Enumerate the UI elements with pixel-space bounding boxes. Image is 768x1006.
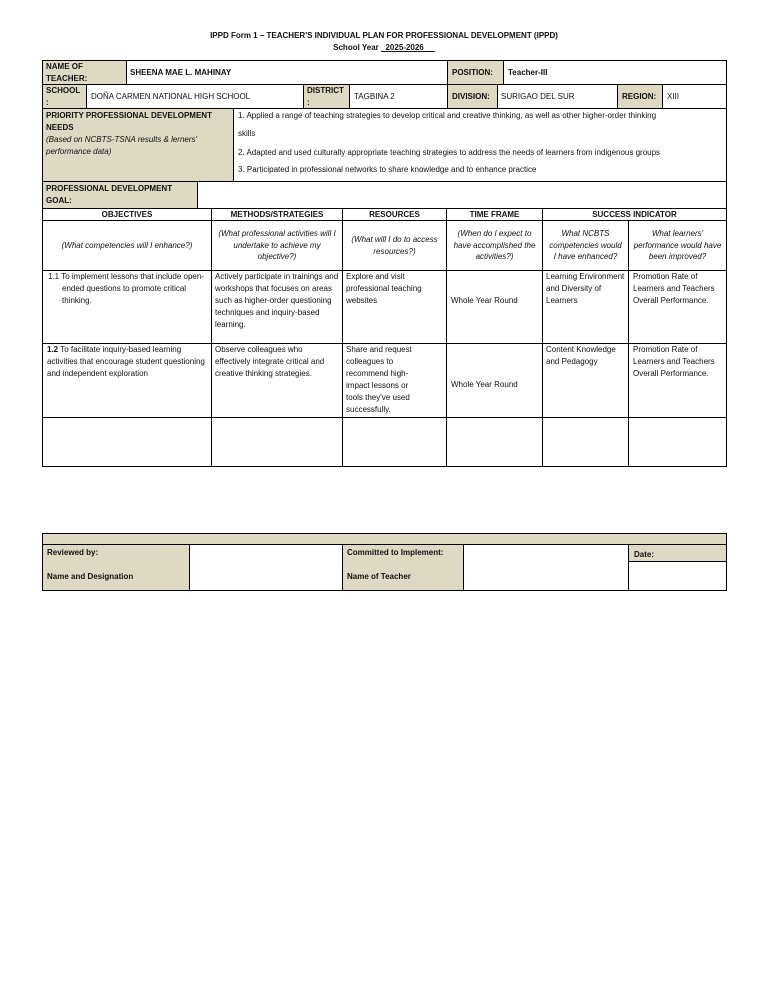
table-row-1-learners: Promotion Rate of Learners and Teachers Overall Performance. <box>633 272 715 305</box>
need-1b: skills <box>238 129 256 138</box>
table-row-1-learners-cell <box>629 271 726 344</box>
header-resources: RESOURCES <box>343 209 447 221</box>
teacher-name: SHEENA MAE L. MAHINAY <box>130 68 232 77</box>
table-row-3-resource <box>343 418 447 466</box>
table-row-1-method-cell <box>212 271 343 344</box>
header-objectives: OBJECTIVES <box>43 209 212 221</box>
school-year-label: School Year <box>333 43 379 52</box>
priority-note-2: performance data) <box>46 147 112 156</box>
name-designation-label: Name and Designation <box>47 572 134 581</box>
table-row-1-time-cell <box>447 271 543 344</box>
subheader-ncbts: What NCBTS competencies would I have enhanced? <box>543 221 629 271</box>
table-row-1-ncbts: Learning Environment and Diversity of Learners <box>546 272 625 305</box>
division-label: DIVISION: <box>452 92 490 101</box>
committed-value-cell <box>464 545 629 590</box>
name-teacher-label: Name of Teacher <box>347 572 411 581</box>
position-value: Teacher-III <box>508 68 548 77</box>
header-methods: METHODS/STRATEGIES <box>212 209 343 221</box>
school-value: DOÑA CARMEN NATIONAL HIGH SCHOOL <box>91 92 251 101</box>
table-row-2-method-cell <box>212 344 343 418</box>
region-label: REGION: <box>622 92 657 101</box>
table-row-3-objective <box>43 418 212 466</box>
table-row-2-resource: Share and request colleagues to recommend high-impact lessons or tools they've used successfully. <box>346 345 412 414</box>
form-title: IPPD Form 1 – TEACHER'S INDIVIDUAL PLAN FOR PROFESSIONAL DEVELOPMENT (IPPD) <box>210 31 558 40</box>
row-2-objective-text: To facilitate inquiry-based learning activities that encourage student questioning and independent exploration <box>47 345 205 378</box>
table-row-2-time-cell <box>447 344 543 418</box>
division-value: SURIGAO DEL SUR <box>501 92 575 101</box>
priority-label-2: NEEDS <box>46 123 74 132</box>
district-label-1: DISTRICT <box>307 86 344 95</box>
need-2: 2. Adapted and used culturally appropriate teaching strategies to address the needs of learners from indigenous groups <box>238 148 661 157</box>
table-row-1-objective-cell <box>43 271 212 344</box>
header-success: SUCCESS INDICATOR <box>543 209 726 221</box>
district-label-2: : <box>307 98 310 107</box>
priority-label-1: PRIORITY PROFESSIONAL DEVELOPMENT <box>46 111 212 120</box>
goal-label-2: GOAL: <box>46 196 72 205</box>
table-row-2-ncbts-cell <box>543 344 629 418</box>
table-row-1-resource-cell <box>343 271 447 344</box>
subheader-time-frame: (When do I expect to have accomplished the activities?) <box>447 221 543 271</box>
table-row-2-objective <box>43 344 211 380</box>
subheader-methods: (What professional activities will I undertake to achieve my objective?) <box>212 221 343 271</box>
committed-label: Committed to Implement: <box>347 548 444 557</box>
table-row-3-time <box>447 418 543 466</box>
table-row-2-time: Whole Year Round <box>451 380 518 389</box>
reviewed-by-label: Reviewed by: <box>47 548 99 557</box>
header-time-frame: TIME FRAME <box>447 209 543 221</box>
name-label-2: TEACHER: <box>46 74 88 83</box>
position-label: POSITION: <box>452 68 493 77</box>
table-row-3-learners <box>629 418 726 466</box>
table-row-2-learners-cell <box>629 344 726 418</box>
table-row-2-learners: Promotion Rate of Learners and Teachers Overall Performance. <box>633 345 715 378</box>
signoff-top-strip <box>43 534 726 545</box>
goal-value-cell <box>198 182 726 209</box>
priority-note-1: (Based on NCBTS-TSNA results & lerners' <box>46 135 198 144</box>
table-row-1-ncbts-cell <box>543 271 629 344</box>
subheader-learners: What learners' performance would have been improved? <box>629 221 726 271</box>
table-row-1-objective <box>46 271 211 307</box>
school-year <box>0 43 768 52</box>
subheader-resources: (What will I do to access resources?) <box>343 221 447 271</box>
row-1-objective-num: 1.1 <box>48 272 60 281</box>
reviewed-value-cell <box>190 545 343 590</box>
goal-label-1: PROFESSIONAL DEVELOPMENT <box>46 184 173 193</box>
table-row-1-method: Actively participate in trainings and workshops that focuses on areas such as higher-order questioning techniques and inquiry-based learning. <box>215 272 339 329</box>
table-row-3-method <box>212 418 343 466</box>
table-row-2-method: Observe colleagues who effectively integrate critical and creative thinking strategies. <box>215 345 325 378</box>
row-1-objective-text: To implement lessons that include open-ended questions to promote critical thinking. <box>61 272 204 305</box>
need-3: 3. Participated in professional networks to share knowledge and to enhance practice <box>238 165 537 174</box>
school-label-1: SCHOOL <box>46 86 81 95</box>
row-2-objective-num: 1.2 <box>47 345 59 354</box>
table-row-1-resource: Explore and visit professional teaching websites <box>346 272 422 305</box>
table-row-2-objective-cell <box>43 344 212 418</box>
district-value: TAGBINA 2 <box>354 92 395 101</box>
school-label-2: : <box>46 98 49 107</box>
region-value: XIII <box>667 92 680 101</box>
school-year-value: 2025-2026 <box>381 43 435 52</box>
table-row-2-ncbts: Content Knowledge and Pedagogy <box>546 345 616 366</box>
need-1a: 1. Applied a range of teaching strategies to develop critical and creative thinking, as well as other higher-order thinking <box>238 111 657 120</box>
table-row-2-resource-cell <box>343 344 447 418</box>
name-label-1: NAME OF <box>46 62 83 71</box>
table-row-1-time: Whole Year Round <box>451 296 518 305</box>
table-row-3-ncbts <box>543 418 629 466</box>
date-label: Date: <box>634 550 655 559</box>
subheader-objectives: (What competencies will I enhance?) <box>43 221 212 271</box>
